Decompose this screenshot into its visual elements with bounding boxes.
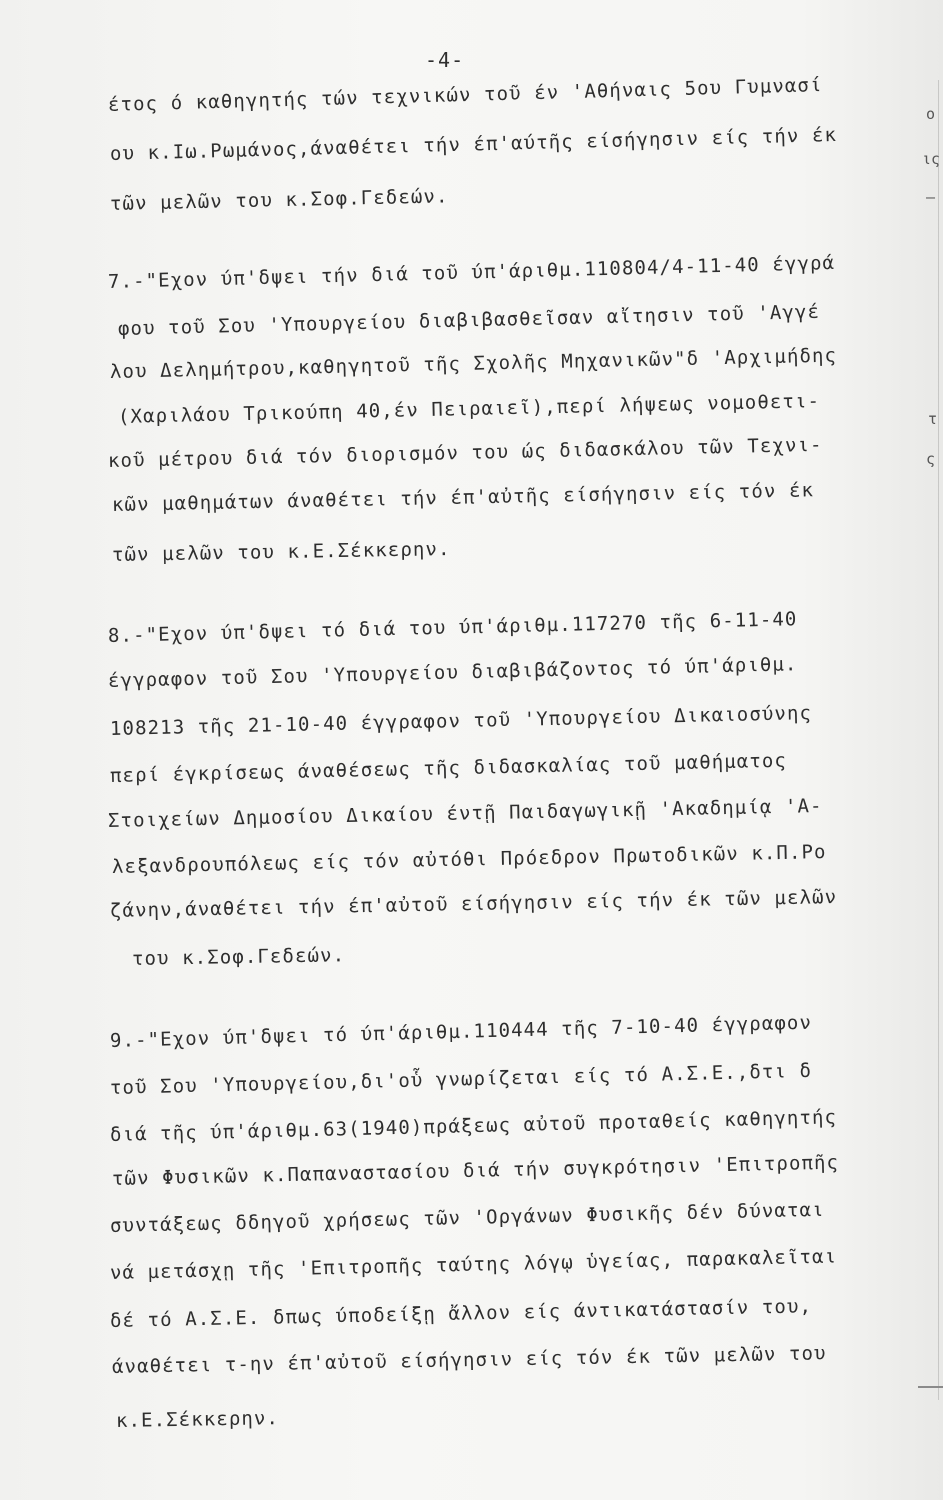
text-line: τῶν μελῶν του κ.Σοφ.Γεδεών. [109, 185, 449, 215]
text-line: διά τῆς ύπ'άριθμ.63(1940)πράξεως αὐτοῦ προταθείς καθηγητής [109, 1106, 838, 1146]
text-line: λεξανδρουπόλεως είς τόν αὐτόθι Πρόεδρον Πρωτοδικῶν κ.Π.Ρο [111, 841, 827, 878]
text-line: περί έγκρίσεως άναθέσεως τῆς διδασκαλίας τοῦ μαθήματος [109, 749, 788, 787]
text-line: κ.Ε.Σέκκερην. [115, 1407, 280, 1432]
edge-rule [918, 1386, 943, 1388]
text-line: τῶν μελῶν του κ.Ε.Σέκκερην. [111, 538, 451, 566]
text-line: τῶν Φυσικῶν κ.Παπαναστασίου διά τήν συγκρότησιν 'Επιτροπῆς [111, 1151, 840, 1190]
text-line: έτος ό καθηγητής τών τεχνικών τοῦ έν 'Αθήναις 5ου Γυμνασί [107, 74, 823, 116]
text-line: φου τοῦ Σου 'Υπουργείου διαβιβασθεῖσαν αἴτησιν τοῦ 'Αγγέ [117, 300, 821, 340]
margin-mark: – [926, 188, 936, 206]
text-line: 108213 τῆς 21-10-40 έγγραφον τοῦ 'Υπουργείου Δικαιοσύνης [109, 702, 813, 740]
text-line: Στοιχείων Δημοσίου Δικαίου έντῇ Παιδαγωγικῇ 'Ακαδημίᾳ 'Α- [107, 795, 823, 832]
text-line: ου κ.Ιω.Ρωμάνος,άναθέτει τήν έπ'αύτῆς είσήγησιν είς τήν έκ [109, 123, 838, 165]
margin-mark: τ [928, 410, 938, 428]
text-line: κῶν μαθημάτων άναθέτει τήν έπ'αὐτῆς είσήγησιν είς τόν έκ [111, 479, 815, 516]
text-line: 7.-"Εχον ύπ'δψει τήν διά τοῦ ύπ'άριθμ.110804/4-11-40 έγγρά [107, 251, 836, 293]
edge-rule [938, 80, 939, 1400]
margin-mark: ο [926, 105, 936, 123]
text-line: δέ τό Α.Σ.Ε. δπως ύποδείξῃ ἄλλον είς άντικατάστασίν του, [109, 1295, 813, 1332]
text-line: έγγραφον τοῦ Σου 'Υπουργείου διαβιβάζοντος τό ύπ'άριθμ. [107, 653, 798, 692]
text-line: κοῦ μέτρου διά τόν διορισμόν του ώς διδασκάλου τῶν Τεχνι- [107, 433, 823, 472]
text-line: συντάξεως δδηγοῦ χρήσεως τῶν 'Οργάνων Φυσικῆς δέν δύναται [109, 1198, 825, 1237]
text-line: 8.-"Εχον ύπ'δψει τό διά του ύπ'άριθμ.117270 τῆς 6-11-40 [107, 608, 798, 647]
page-number: -4- [425, 48, 465, 72]
text-line: τοῦ Σου 'Υπουργείου,δι'οὗ γνωρίζεται είς τό Α.Σ.Ε.,δτι δ [109, 1059, 813, 1099]
margin-mark: ς [926, 450, 936, 468]
margin-mark: ις [922, 150, 941, 168]
text-line: λου Δελημήτρου,καθηγητοῦ τῆς Σχολῆς Μηχανικῶν"δ 'Αρχιμήδης [109, 344, 838, 383]
text-line: άναθέτει τ-ην έπ'αὐτοῦ είσήγησιν είς τόν έκ τῶν μελῶν του [111, 1342, 827, 1378]
text-line: 9.-"Εχον ύπ'δψει τό ύπ'άριθμ.110444 τῆς 7-10-40 έγγραφον [109, 1011, 813, 1052]
text-line: (Χαριλάου Τρικούπη 40,έν Πειραιεῖ),περί λήψεως νομοθετι- [117, 390, 821, 428]
text-line: νά μετάσχῃ τῆς 'Επιτροπῆς ταύτης λόγῳ ὑγείας, παρακαλεῖται [109, 1245, 838, 1284]
text-line: ζάνην,άναθέτει τήν έπ'αὐτοῦ είσήγησιν είς τήν έκ τῶν μελῶν [109, 886, 838, 922]
text-line: του κ.Σοφ.Γεδεών. [131, 944, 346, 970]
